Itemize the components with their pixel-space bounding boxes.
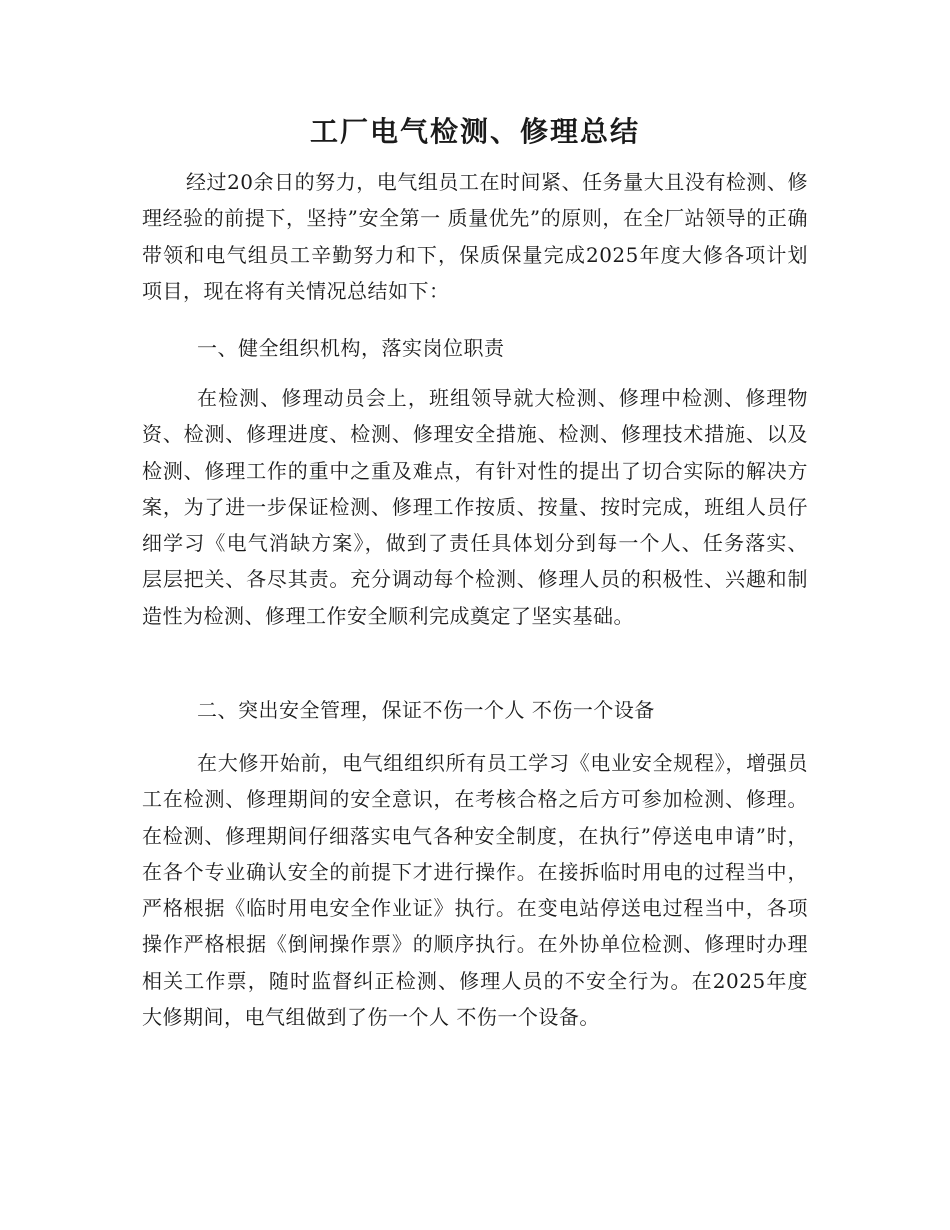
section-1-body: 在检测、修理动员会上，班组领导就大检测、修理中检测、修理物资、检测、修理进度、检测、修理安全措施、检测、修理技术措施、以及检测、修理工作的重中之重及难点，有针对性的提出了切合实际的解决方案，为了进一步保证检测、修理工作按质、按量、按时完成，班组人员仔细学习《电气消缺方案》，做到了责任具体划分到每一个人、任务落实、层层把关、各尽其责。充分调动每个检测、修理人员的积极性、兴趣和制造性为检测、修理工作安全顺利完成奠定了坚实基础。 bbox=[142, 386, 808, 628]
section-1-heading: 一、健全组织机构，落实岗位职责 bbox=[197, 336, 505, 360]
section-2-body: 在大修开始前，电气组组织所有员工学习《电业安全规程》，增强员工在检测、修理期间的安全意识，在考核合格之后方可参加检测、修理。在检测、修理期间仔细落实电气各种安全制度，在执行”停送电申请”时，在各个专业确认安全的前提下才进行操作。在接拆临时用电的过程当中，严格根据《临时用电安全作业证》执行。在变电站停送电过程当中，各项操作严格根据《倒闸操作票》的顺序执行。在外协单位检测、修理时办理相关工作票，随时监督纠正检测、修理人员的不安全行为。在2025年度大修期间，电气组做到了伤一个人 不伤一个设备。 bbox=[142, 751, 808, 1030]
document-title: 工厂电气检测、修理总结 bbox=[309, 115, 640, 148]
intro-paragraph: 经过20余日的努力，电气组员工在时间紧、任务量大且没有检测、修理经验的前提下，坚持”安全第一 质量优先”的原则，在全厂站领导的正确带领和电气组员工辛勤努力和下，保质保量完成2025年度大修各项计划项目，现在将有关情况总结如下： bbox=[142, 170, 808, 303]
section-2-heading: 二、突出安全管理，保证不伤一个人 不伤一个设备 bbox=[197, 698, 655, 722]
